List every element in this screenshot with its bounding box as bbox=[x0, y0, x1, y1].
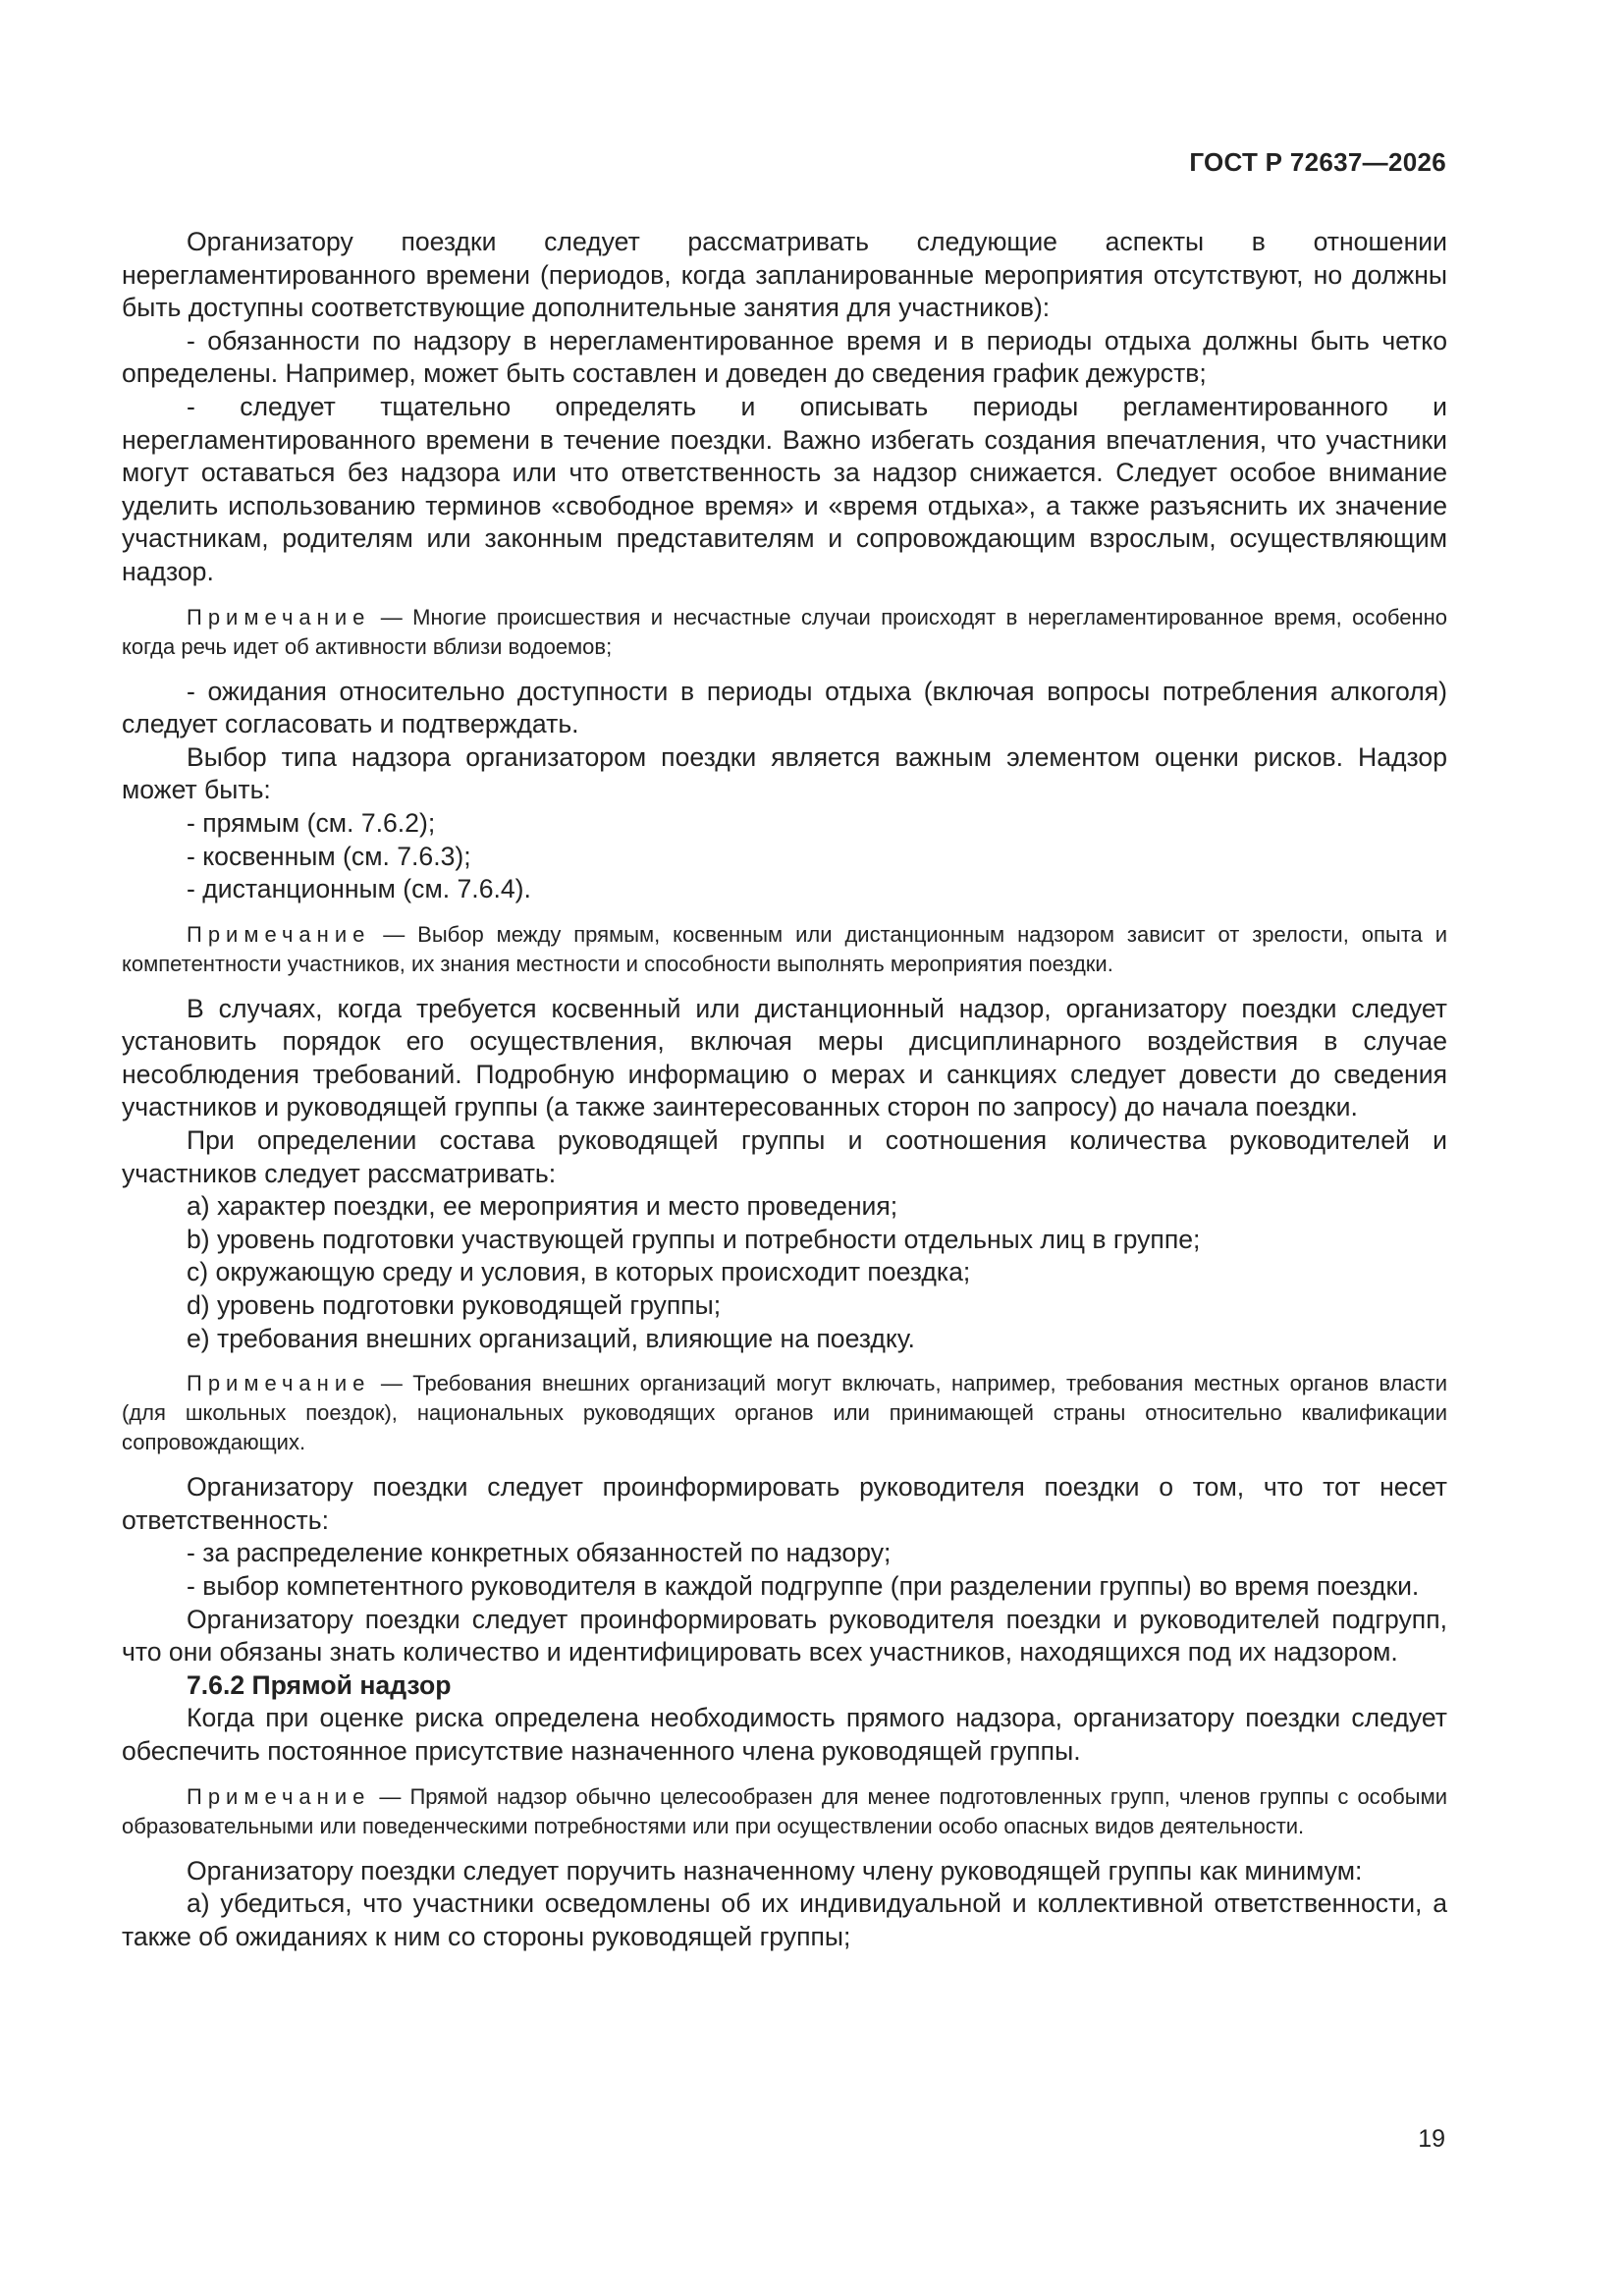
dash-item: - дистанционным (см. 7.6.4). bbox=[187, 874, 531, 904]
dash-item: - за распределение конкретных обязанностей по надзору; bbox=[187, 1538, 892, 1568]
section-heading: 7.6.2 Прямой надзор bbox=[187, 1669, 452, 1700]
dash-item: - выбор компетентного руководителя в каждой подгруппе (при разделении группы) во время поездки. bbox=[187, 1571, 1420, 1601]
note-label: Примечание bbox=[187, 1371, 371, 1396]
dash-item: - косвенным (см. 7.6.3); bbox=[187, 841, 471, 871]
paragraph: Выбор типа надзора организатором поездки является важным элементом оценки рисков. Надзор может быть: bbox=[122, 741, 1447, 805]
paragraph: В случаях, когда требуется косвенный или дистанционный надзор, организатору поездки следует установить порядок его осуществления, включая меры дисциплинарного воздействия в случае несоблюдения требований. Подробную информацию о мерах и санкциях следует довести до сведения участников и руководящей группы (а также заинтересованных сторон по запросу) до начала поездки. bbox=[122, 993, 1447, 1122]
list-item: e) требования внешних организаций, влияющие на поездку. bbox=[187, 1323, 915, 1353]
list-item: a) характер поездки, ее мероприятия и место проведения; bbox=[187, 1191, 898, 1222]
note-label: Примечание bbox=[187, 921, 371, 947]
paragraph: Организатору поездки следует проинформировать руководителя поездки и руководителей подгрупп, что они обязаны знать количество и идентифицировать всех участников, находящихся под их надзором. bbox=[122, 1604, 1447, 1667]
paragraph: Организатору поездки следует поручить назначенному члену руководящей группы как минимум: bbox=[187, 1855, 1363, 1886]
note bbox=[122, 1782, 1447, 1841]
paragraph: Организатору поездки следует рассматривать следующие аспекты в отношении нерегламентированного времени (периодов, когда запланированные мероприятия отсутствуют, но должны быть доступны соответствующие дополнительные занятия для участников): bbox=[122, 227, 1447, 323]
paragraph: Организатору поездки следует проинформировать руководителя поездки о том, что тот несет ответственность: bbox=[122, 1472, 1447, 1535]
note-label: Примечание bbox=[187, 1783, 371, 1809]
note-text: — Многие происшествия и несчастные случаи происходят в нерегламентированное время, особенно когда речь идет об активности вблизи водоемов; bbox=[122, 604, 1447, 659]
dash-item: - прямым (см. 7.6.2); bbox=[187, 807, 436, 838]
note-text: — Выбор между прямым, косвенным или дистанционным надзором зависит от зрелости, опыта и компетентности участников, их знания местности и способности выполнять мероприятия поездки. bbox=[122, 921, 1447, 976]
note bbox=[122, 920, 1447, 979]
note bbox=[122, 603, 1447, 662]
paragraph: Когда при оценке риска определена необходимость прямого надзора, организатору поездки следует обеспечить постоянное присутствие назначенного члена руководящей группы. bbox=[122, 1703, 1447, 1766]
dash-item: - ожидания относительно доступности в периоды отдыха (включая вопросы потребления алкоголя) следует согласовать и подтверждать. bbox=[122, 676, 1447, 739]
note-text: — Прямой надзор обычно целесообразен для менее подготовленных групп, членов группы с особыми образовательными или поведенческими потребностями или при осуществлении особо опасных видов деятельности. bbox=[122, 1783, 1447, 1838]
list-item: c) окружающую среду и условия, в которых происходит поездка; bbox=[187, 1257, 971, 1287]
note bbox=[122, 1369, 1447, 1457]
paragraph: При определении состава руководящей группы и соотношения количества руководителей и участников следует рассматривать: bbox=[122, 1125, 1447, 1188]
note-text: — Требования внешних организаций могут включать, например, требования местных органов власти (для школьных поездок), национальных руководящих органов или принимающей страны относительно квалификации сопровождающих. bbox=[122, 1371, 1447, 1455]
page-number: 19 bbox=[1418, 2125, 1445, 2153]
document-code: ГОСТ Р 72637—2026 bbox=[1189, 147, 1446, 177]
list-item: b) уровень подготовки участвующей группы и потребности отдельных лиц в группе; bbox=[187, 1224, 1201, 1254]
dash-item: - следует тщательно определять и описывать периоды регламентированного и нерегламентированного времени в течение поездки. Важно избегать создания впечатления, что участники могут оставаться без надзора или что ответственность за надзор снижается. Следует особое внимание уделить использованию терминов «свободное время» и «время отдыха», а также разъяснить их значение участникам, родителям или законным представителям и сопровождающим взрослым, осуществляющим надзор. bbox=[122, 391, 1447, 586]
note-label: Примечание bbox=[187, 604, 371, 629]
page-body bbox=[122, 226, 1447, 1953]
list-item: d) уровень подготовки руководящей группы; bbox=[187, 1290, 722, 1321]
dash-item: - обязанности по надзору в нерегламентированное время и в периоды отдыха должны быть четко определены. Например, может быть составлен и доведен до сведения график дежурств; bbox=[122, 325, 1447, 389]
list-item: a) убедиться, что участники осведомлены об их индивидуальной и коллективной ответственности, а также об ожиданиях к ним со стороны руководящей группы; bbox=[122, 1888, 1447, 1951]
